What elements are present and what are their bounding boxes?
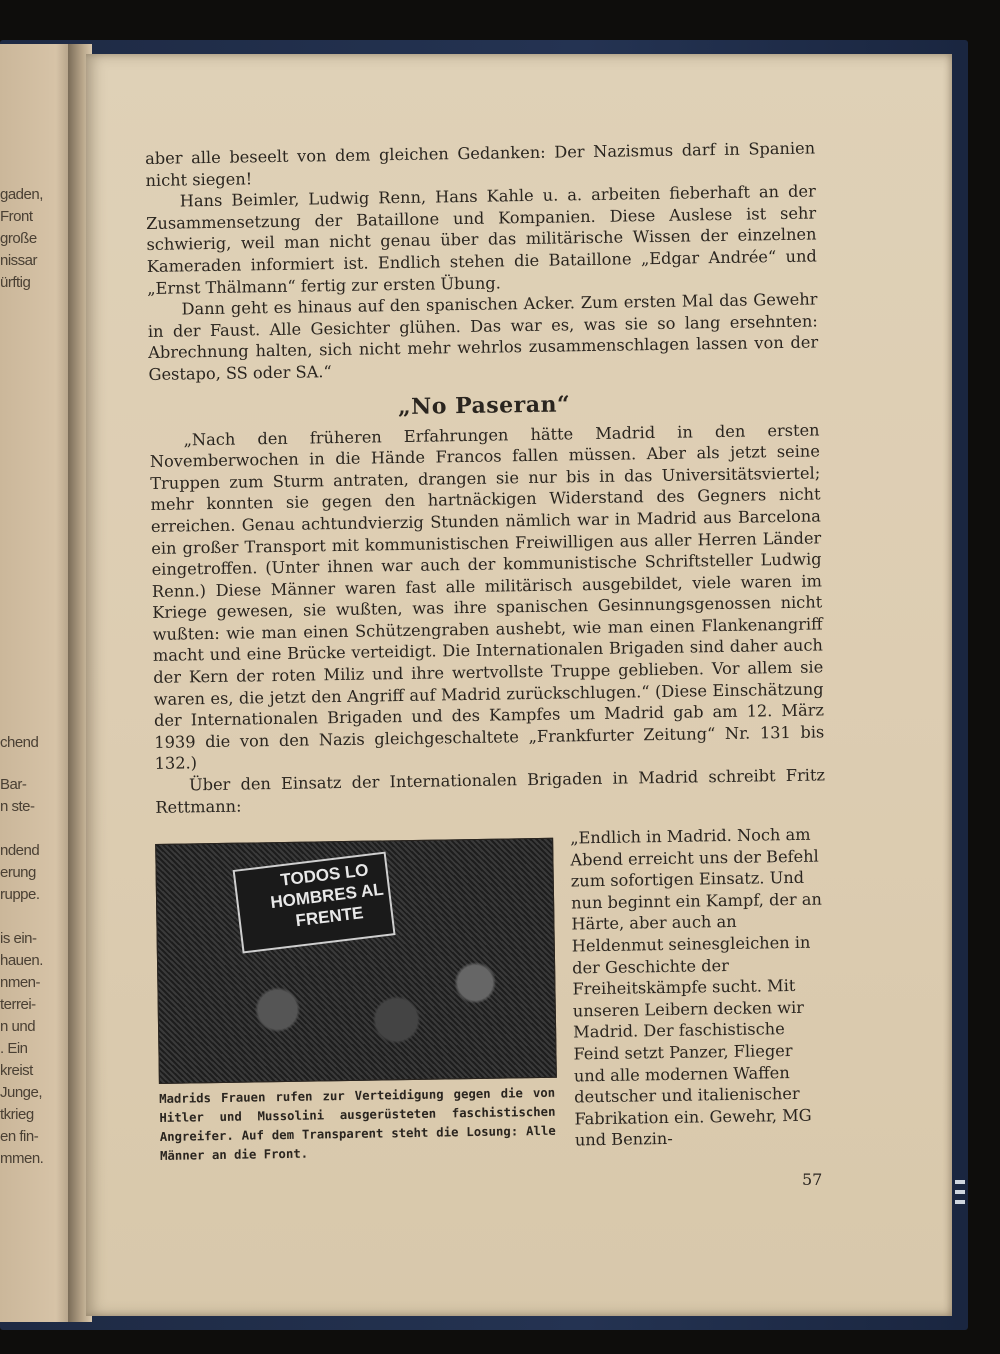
main-text <box>145 137 825 818</box>
left-fragment: Front <box>0 208 33 225</box>
paragraph: Dann geht es hinaus auf den spanischen Acker. Zum ersten Mal das Gewehr in der Faust. Alle Gesichter glühen. Das war es, was sie so lang ersehnten: Abrechnung halten, sich nicht mehr wehrlos zusammenschlagen lassen von der Gestapo, SS oder SA.“ <box>147 289 819 384</box>
left-fragment: ndend <box>0 842 40 859</box>
paragraph: aber alle beseelt von dem gleichen Gedanken: Der Nazismus darf in Spanien nicht siegen! <box>145 138 816 190</box>
left-fragment: nmen- <box>0 974 41 991</box>
left-fragment: ürftig <box>0 274 31 291</box>
left-fragment: en fin- <box>0 1128 39 1145</box>
banner-text: TODOS LO HOMBRES AL FRENTE <box>269 860 385 931</box>
left-fragment: mmen. <box>0 1150 44 1167</box>
left-fragment: n und <box>0 1018 36 1035</box>
left-fragment: kreist <box>0 1062 33 1079</box>
page-number: 57 <box>802 1170 823 1189</box>
left-fragment: Bar- <box>0 776 27 793</box>
left-fragment: gaden, <box>0 186 43 203</box>
side-column-text: „Endlich in Madrid. Noch am Abend erreicht uns der Befehl zum sofortigen Einsatz. Und nun beginnt ein Kampf, der an Härte, aber auch an Heldenmut seinesgleichen in der Geschichte der Freiheitskämpfe sucht. Mit unseren Leibern decken wir Madrid. Der faschistische Feind setzt Panzer, Flieger und alle modernen Waffen deutscher und italienischer Fabrikation ein. Gewehr, MG und Benzin- <box>569 824 823 1150</box>
left-fragment: hauen. <box>0 952 43 969</box>
left-fragment: nissar <box>0 252 38 269</box>
paragraph: Hans Beimler, Ludwig Renn, Hans Kahle u. a. arbeiten fieberhaft an der Zusammensetzung der Bataillone und Kompanien. Diese Auslese ist sehr schwierig, weil man nicht genau über das militärische Wissen der einzelnen Kameraden informiert ist. Endlich stehen die Bataillone „Edgar Andrée“ und „Ernst Thälmann“ fertig zur ersten Übung. <box>146 181 817 298</box>
section-heading: „No Paseran“ <box>397 390 571 420</box>
demonstration-photo <box>155 838 557 1084</box>
left-fragment: terrei- <box>0 996 36 1013</box>
left-fragment: erung <box>0 864 36 881</box>
photo-caption: Madrids Frauen rufen zur Verteidigung gegen die von Hitler und Mussolini ausgerüsteten faschistischen Angreifer. Auf dem Transparent steht die Losung: Alle Männer an die Front. <box>159 1085 556 1163</box>
spine-mark <box>955 1200 965 1204</box>
left-fragment: große <box>0 230 37 247</box>
left-fragment: ruppe. <box>0 886 40 903</box>
left-fragment: chend <box>0 734 39 751</box>
left-fragment: is ein- <box>0 930 37 947</box>
left-fragment: tkrieg <box>0 1106 34 1123</box>
spine-mark <box>955 1180 965 1184</box>
left-fragment: Junge, <box>0 1084 43 1101</box>
left-fragment: . Ein <box>0 1040 28 1057</box>
paragraph: Über den Einsatz der Internationalen Brigaden in Madrid schreibt Fritz Rettmann: <box>155 765 826 817</box>
spine-mark <box>955 1190 965 1194</box>
left-fragment: n ste- <box>0 798 35 815</box>
paragraph: „Nach den früheren Erfahrungen hätte Madrid in den ersten Novemberwochen in die Hände Francos fallen müssen. Aber als jetzt seine Truppen zum Sturm antraten, drangen sie nur bis in das Universitätsviertel; mehr konnten sie gegen den hartnäckigen Widerstand des Gegners nicht erreichen. Genau achtundvierzig Stunden nämlich war in Madrid aus Barcelona ein großer Transport mit kommunistischen Freiwilligen aus aller Herren Länder eingetroffen. (Unter ihnen war auch der kommunistische Schriftsteller Ludwig Renn.) Diese Männer waren fast alle militärisch ausgebildet, viele waren im Kriege gewesen, sie wußten, was ihre spanischen Gesinnungsgenossen nicht wußten: wie man einen Schützengraben aushebt, wie man einen Flankenangriff macht und eine Brücke verteidigt. Die Internationalen Brigaden sind daher auch der Kern der roten Miliz und ihre wertvollste Truppe geblieben. Vor allem sie waren es, die jetzt den Angriff auf Madrid zurückschlugen.“ (Diese Einschätzung der Internationalen Brigaden und des Kampfes um Madrid gab am 12. März 1939 die von den Nazis gleichgeschaltete „Frankfurter Zeitung“ Nr. 131 bis 132.) <box>149 419 825 774</box>
